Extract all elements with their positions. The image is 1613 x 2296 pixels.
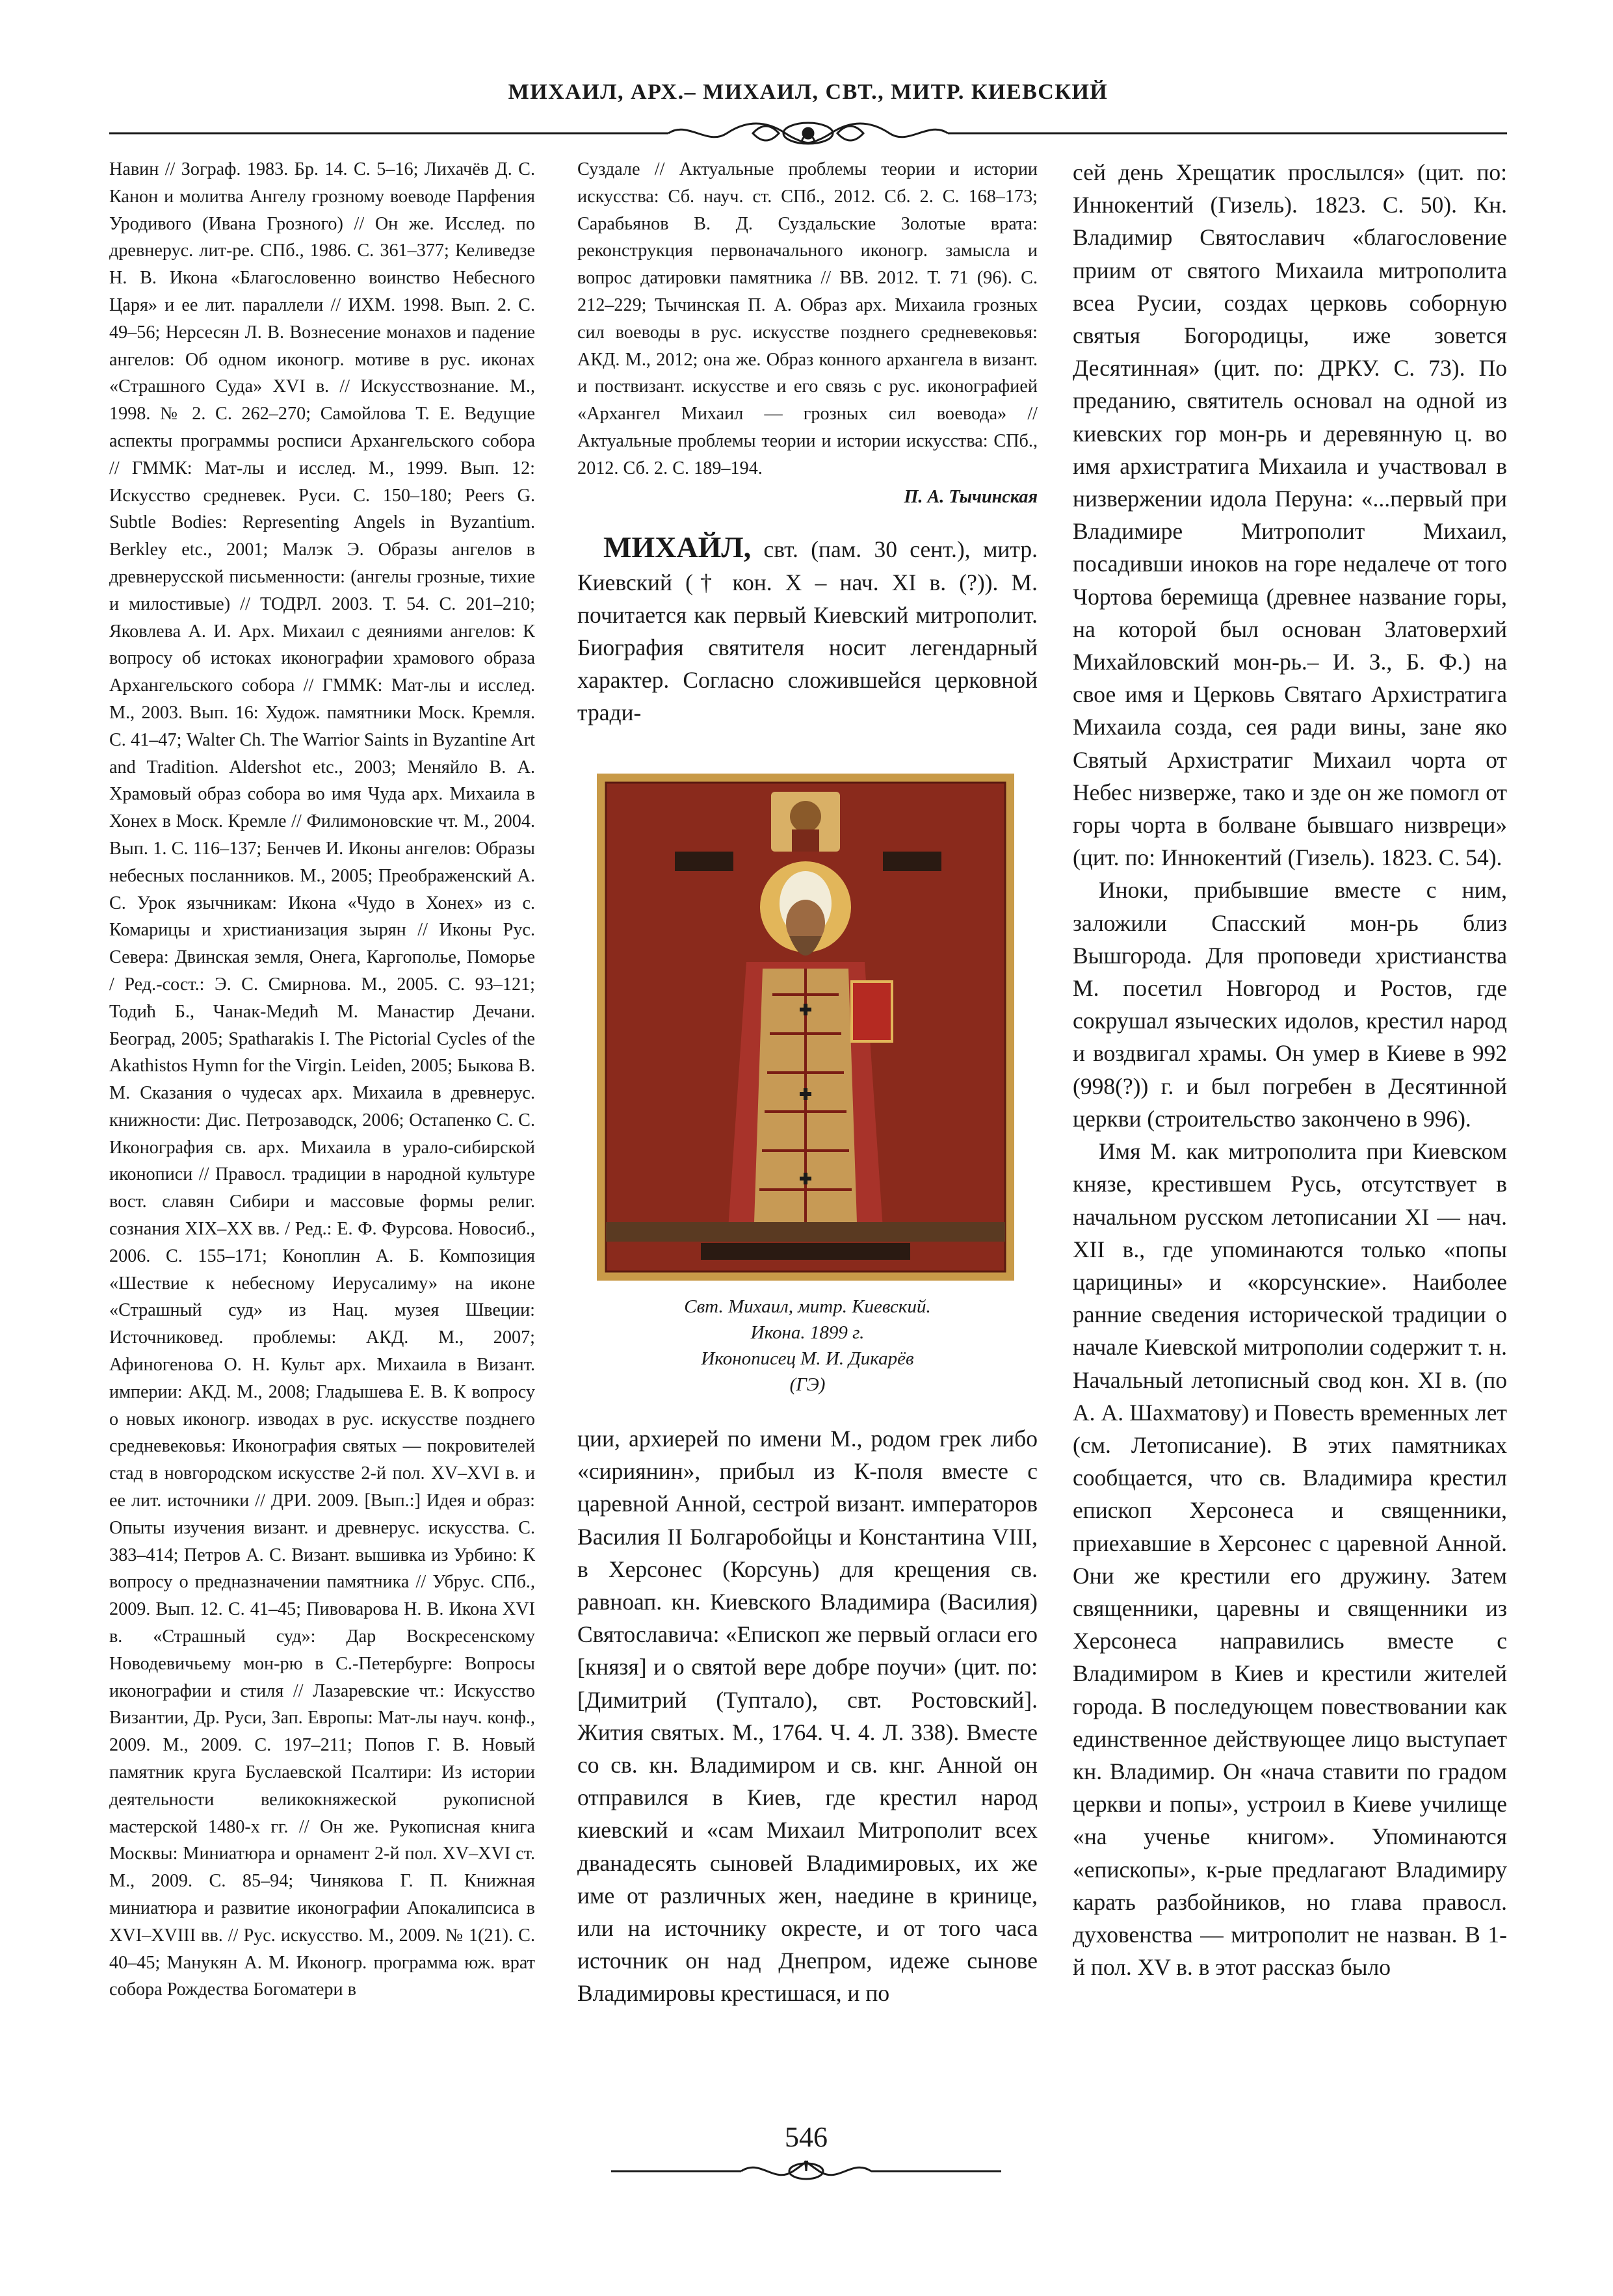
page-number: 546 (785, 2121, 828, 2153)
entry-headword: МИХАЙЛ, (603, 530, 752, 564)
column-middle (577, 156, 1038, 729)
entry-continuation-text: ции, архиерей по имени М., родом грек либо «сириянин», прибыл из К-поля вместе с царевной Анной, сестрой визант. императоров Василия II Болгаробойцы и Константина VIII, в Херсонес (Корсунь) для крещения св. равноап. кн. Киевского Владимира (Василия) Святославича: «Епископ же первый огласи его [князя] и о святой вере добре поучи» (цит. по: [Димитрий (Туптало), свт. Ростовский]. Жития святых. М., 1764. Ч. 4. Л. 338). Вместе со св. кн. Владимиром и св. кнг. Анной он отправился в Киев, где крестил народ киевский и «сам Михаил Митрополит всех дванадесять сыновей Владимировых, их же име от различных жен, наедине в кринице, или на источнику окресте, и от того часа источник он над Днепром, идеже сынове Владимировы крестишася, и по (577, 1426, 1038, 2007)
footer-ornament (611, 2139, 1001, 2191)
header-ornament (109, 117, 1507, 150)
column-right (1073, 156, 1507, 1983)
entry-intro-text: свт. (пам. 30 сент.), митр. Киевский († кон. X – нач. XI в. (?)). М. почитается как первый Киевский митрополит. Биография святителя носит легендарный характер. Согласно сложившейся церковной тради- (577, 536, 1038, 726)
caption-line-4: (ГЭ) (789, 1374, 826, 1395)
paragraph-2: Иноки, прибывшие вместе с ним, заложили Спасский мон-рь близ Вышгорода. Для проповеди христианства М. посетил Новгород и Ростов, где сокрушал языческих идолов, крестил народ и воздвигал храмы. Он умер в Киеве в 992 (998(?)) г. и был погребен в Десятинной церкви (строительство закончено в 996). (1073, 877, 1507, 1132)
gospel-book (852, 982, 892, 1041)
paragraph-1: сей день Хрещатик прослылся» (цит. по: Иннокентий (Гизель). 1823. С. 50). Кн. Владимир Святославич «благословение приим от святого Михаила митрополита всеа Русии, создах церковь соборную святыя Богородицы, иже зовется Десятинная» (цит. по: ДРКУ. С. 73). По преданию, святитель основал на одной из киевских гор мон-рь и деревянную ц. во имя архистратига Михаила и участвовал в низвержении идола Перуна: «...первый при Владимире Митрополит Михаил, посадивши иноков на горе недалече от того Чортова беремища (древнее название горы, на которой был основан Златоверхий Михайловский мон-рь.– И. З., Б. Ф.) на свое имя и Церковь Святаго Архистратига Михаила созда, сея ради вины, зане яко Святый Архистратиг Михаил чорта от Небес низвержe, тако и зде он же помогл от горы чорта в болване бывшаго низвреци» (цит. по: Иннокентий (Гизель). 1823. С. 54). (1073, 159, 1507, 871)
running-header (109, 78, 1507, 107)
caption-line-3: Иконописец М. И. Дикарёв (701, 1348, 914, 1369)
icon-bottom-inscription (701, 1243, 910, 1260)
author-signature: П. А. Тычинская (904, 486, 1038, 507)
entry-intro (577, 531, 1038, 729)
bibliography-text: Навин // Зограф. 1983. Бр. 14. С. 5–16; Лихачёв Д. С. Канон и молитва Ангелу грозному воеводе Парфения Уродивого (Ивана Грозного) // Он же. Исслед. по древнерус. лит-ре. СПб., 1986. С. 361–377; Келиведзе Н. В. Икона «Благословенно воинство Небесного Царя» и ее лит. параллели // ИХМ. 1998. Вып. 2. С. 49–56; Нерсесян Л. В. Вознесение монахов и падение ангелов: Об одном иконогр. мотиве в рус. иконах «Страшного Суда» XVI в. // Искусствознание. М., 1998. № 2. С. 262–270; Самойлова Т. Е. Ведущие аспекты программы росписи Архангельского собора // ГММК: Мат-лы и исслед. М., 1999. Вып. 12: Искусство средневек. Руси. С. 150–180; Peers G. Subtle Bodies: Representing Angels in Byzantium. Berkley etc., 2001; Малэк Э. Образы ангелов в древнерусской письменности: (ангелы грозные, тихие и милостивые) // ТОДРЛ. 2003. Т. 54. С. 201–210; Яковлева А. И. Арх. Михаил с деяниями ангелов: К вопросу об истоках иконографии храмового образа Архангельского собора // ГММК: Мат-лы и исслед. М., 2003. Вып. 16: Худож. памятники Моск. Кремля. С. 41–47; Walter Ch. The Warrior Saints in Byzantine Art and Tradition. Aldershot etc., 2003; Меняйло В. А. Храмовый образ собора во имя Чуда арх. Михаила в Хонех в Моск. Кремле // Филимоновские чт. М., 2004. Вып. 1. С. 116–137; Бенчев И. Иконы ангелов: Образы небесных посланников. М., 2005; Преображенский А. С. Урок язычникам: Икона «Чудо в Хонех» из с. Комарицы и христианизация зырян // Иконы Рус. Севера: Двинская земля, Онега, Каргополье, Поморье / Ред.-сост.: Э. С. Смирнова. М., 2005. С. 93–121; Тодић Б., Чанак-Медић М. Манастир Дечани. Београд, 2005; Spatharakis I. The Pictorial Cycles of the Akathistos Hymn for the Virgin. Leiden, 2005; Быкова В. М. Сказания о чудесах арх. Михаила в древнерус. книжности: Дис. Петрозаводск, 2006; Остапенко С. С. Иконография св. арх. Михаила в урало-сибирской иконописи // Правосл. традиции в народной культуре вост. славян Сибири и массовые формы религ. сознания XIX–XX вв. / Ред.: Е. Ф. Фурсова. Новосиб., 2006. С. 155–171; Коноплин А. Б. Композиция «Шествие к небесному Иерусалиму» на иконе «Страшный суд» из Нац. музея Швеции: Источниковед. проблемы: АКД. М., 2007; Афиногенова О. Н. Культ арх. Михаила в Визант. империи: АКД. М., 2008; Гладышева Е. В. К вопросу о новых иконогр. изводах в рус. искусстве позднего средневековья: Иконография святых — покровителей стад в новгородском искусстве 2-й пол. XV–XVI в. и ее лит. источники // ДРИ. 2009. [Вып.:] Идея и образ: Опыты изучения визант. и древнерус. искусства. С. 383–414; Петров А. С. Визант. вышивка из Урбино: К вопросу о предназначении памятника // Убрус. СПб., 2009. Вып. 12. С. 41–45; Пивоварова Н. В. Икона XVI в. «Страшный суд»: Дар Воскресенскому Новодевичьему мон-рю в С.-Петербурге: Вопросы иконографии и стиля // Лазаревские чт.: Искусство Византии, Др. Руси, Зап. Европы: Мат-лы науч. конф., 2009. М., 2009. С. 197–211; Попов Г. В. Новый памятник круга Буслаевской Псалтири: Из истории деятельности великокняжеской рукописной мастерской 1480-х гг. // Он же. Рукописная книга Москвы: Миниатюра и орнамент 2-й пол. XV–XVI ст. М., 2009. С. 85–94; Чинякова Г. П. Книжная миниатюра и развитие иконографии Апокалипсиса в XVI–XVIII вв. // Рус. искусство. М., 2009. № 1(21). С. 40–45; Манукян А. М. Иконогр. программа юж. врат собора Рождества Богоматери в (109, 159, 535, 2000)
caption-line-2: Икона. 1899 г. (750, 1322, 865, 1343)
icon-caption (577, 1294, 1038, 1398)
caption-line-1: Свт. Михаил, митр. Киевский. (684, 1296, 931, 1317)
entry-continuation (577, 1422, 1038, 2010)
inscription-left (675, 852, 733, 871)
inscription-right (883, 852, 941, 871)
paragraph-3: Имя М. как митрополита при Киевском князе, крестившем Русь, отсутствует в начальном русском летописании XI — нач. XII в., где упоминаются только «попы царицины» и «корсунские». Наиболее ранние сведения исторической традиции о начале Киевской митрополии содержит т. н. Начальный летописный свод кон. XI в. (по А. А. Шахматову) и Повесть временных лет (см. Летописание). В этих памятниках сообщается, что св. Владимира крестил епископ Херсонеса и священники, приехавшие в Херсонес с царевной Анной. Они же крестили его дружину. Затем священники, царевны и священники из Херсонеса направились вместе с Владимиром в Киев и крестили жителей города. В последующем повествовании как единственное действующее лицо выступает кн. Владимир. Он «нача ставити по градом церкви и попы», устроил в Киеве училище «на ученье книгом». Упоминаются «епископы», к-рые предлагают Владимиру карать разбойников, но глава правосл. духовенства — митрополит не назван. В 1-й пол. XV в. в этот рассказ было (1073, 1138, 1507, 1981)
icon-illustration (597, 774, 1014, 1281)
bibliography-text-end: Суздале // Актуальные проблемы теории и истории искусства: Сб. науч. ст. СПб., 2012. Сб. 2. С. 168–173; Сарабьянов В. Д. Суздальские Золотые врата: реконструкция первоначального иконогр. замысла и вопрос датировки памятника // ВВ. 2012. Т. 71 (96). С. 212–229; Тычинская П. А. Образ арх. Михаила грозных сил воеводы в рус. искусстве позднего средневековья: АКД. М., 2012; она же. Образ конного архангела в визант. и поствизант. искусстве и его связь с рус. иконографией «Архангел Михаил — грозных сил воевода» // Актуальные проблемы теории и истории искусства: СПб., 2012. Сб. 2. С. 189–194. (577, 159, 1038, 478)
running-head-title: МИХАИЛ, АРХ.– МИХАИЛ, СВТ., МИТР. КИЕВСКИЙ (508, 80, 1108, 104)
column-left (109, 156, 535, 2003)
